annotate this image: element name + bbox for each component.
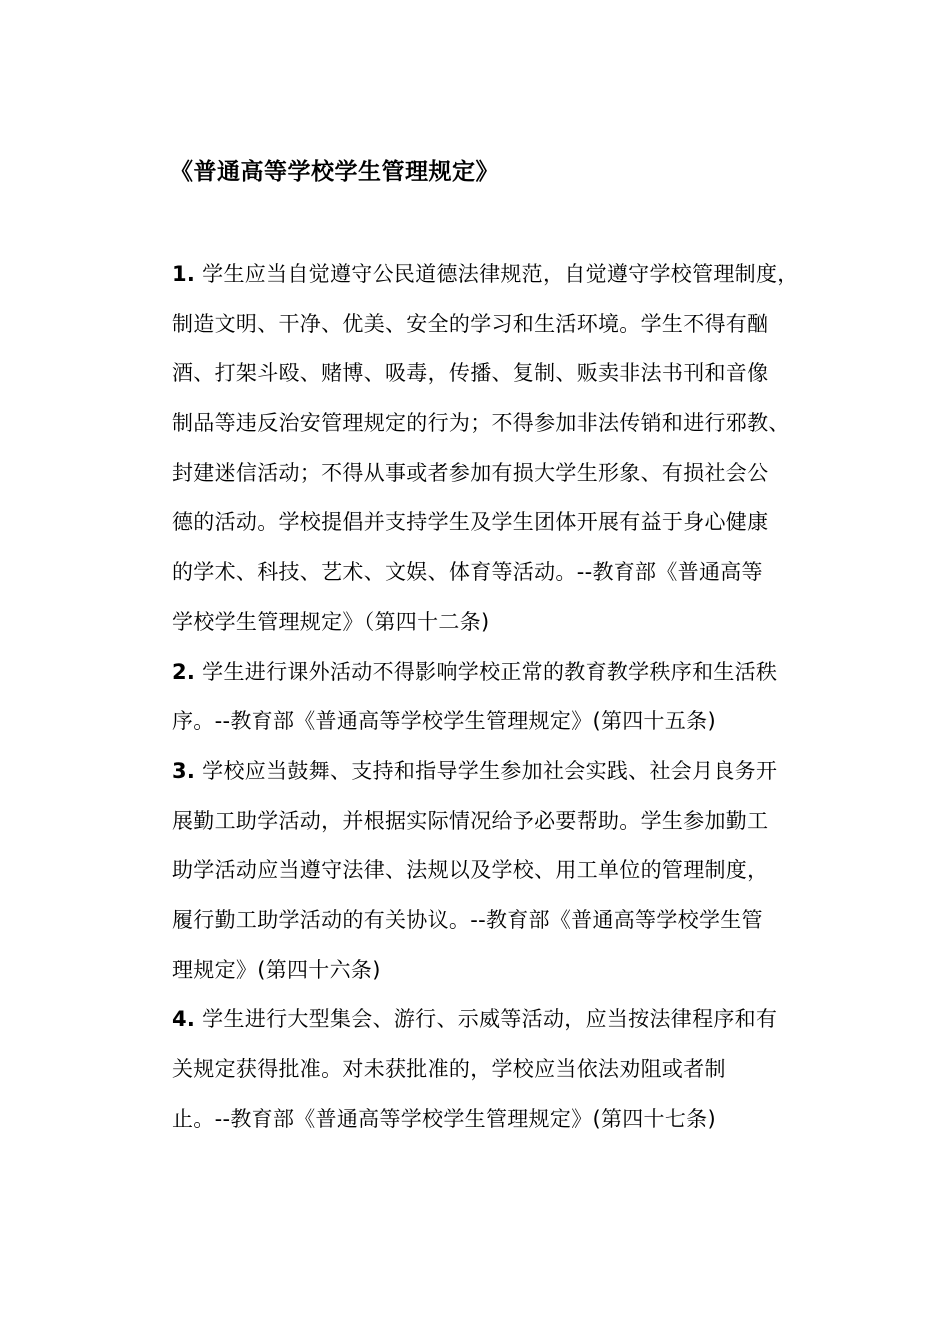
text-line: 2. 学生进行课外活动不得影响学校正常的教育教学秩序和生活秩: [172, 659, 778, 684]
document-body: [172, 250, 872, 1144]
text-line: 4. 学生进行大型集会、游行、示威等活动，应当按法律程序和有: [172, 1007, 778, 1032]
text-line: 制品等违反治安管理规定的行为；不得参加非法传销和进行邪教、: [172, 411, 790, 436]
paragraph-number: 1.: [172, 262, 196, 286]
text-line: 酒、打架斗殴、赌博、吸毒，传播、复制、贩卖非法书刊和音像: [172, 361, 769, 386]
text-line: 履行勤工助学活动的有关协议。--教育部《普通高等学校学生管: [172, 907, 763, 932]
text-line: 的学术、科技、艺术、文娱、体育等活动。--教育部《普通高等: [172, 560, 763, 585]
article-paragraph: [172, 250, 872, 648]
text-line: 止。--教育部《普通高等学校学生管理规定》(第四十七条): [172, 1106, 716, 1131]
text-line: 学校学生管理规定》（第四十二条): [172, 609, 490, 634]
text-line: 序。--教育部《普通高等学校学生管理规定》(第四十五条): [172, 709, 716, 734]
text-line: 助学活动应当遵守法律、法规以及学校、用工单位的管理制度，: [172, 858, 769, 883]
text-line: 关规定获得批准。对未获批准的，学校应当依法劝阻或者制: [172, 1057, 726, 1081]
article-paragraph: [172, 995, 872, 1144]
text-line: 封建迷信活动；不得从事或者参加有损大学生形象、有损社会公: [172, 460, 769, 485]
text-line: 理规定》(第四十六条): [172, 957, 381, 982]
article-paragraph: [172, 747, 872, 995]
article-paragraph: [172, 648, 872, 747]
text-line: 展勤工助学活动，并根据实际情况给予必要帮助。学生参加勤工: [172, 808, 769, 833]
paragraph-number: 2.: [172, 659, 196, 684]
text-line: 制造文明、干净、优美、安全的学习和生活环境。学生不得有酗: [172, 311, 769, 336]
document-title: 《普通高等学校学生管理规定》: [170, 159, 499, 185]
text-line: 德的活动。学校提倡并支持学生及学生团体开展有益于身心健康: [172, 510, 769, 535]
text-line: 1. 学生应当自觉遵守公民道德法律规范，自觉遵守学校管理制度，: [172, 262, 799, 286]
paragraph-number: 3.: [172, 758, 196, 783]
text-line: 3. 学校应当鼓舞、支持和指导学生参加社会实践、社会月良务开: [172, 758, 778, 783]
paragraph-number: 4.: [172, 1007, 196, 1032]
